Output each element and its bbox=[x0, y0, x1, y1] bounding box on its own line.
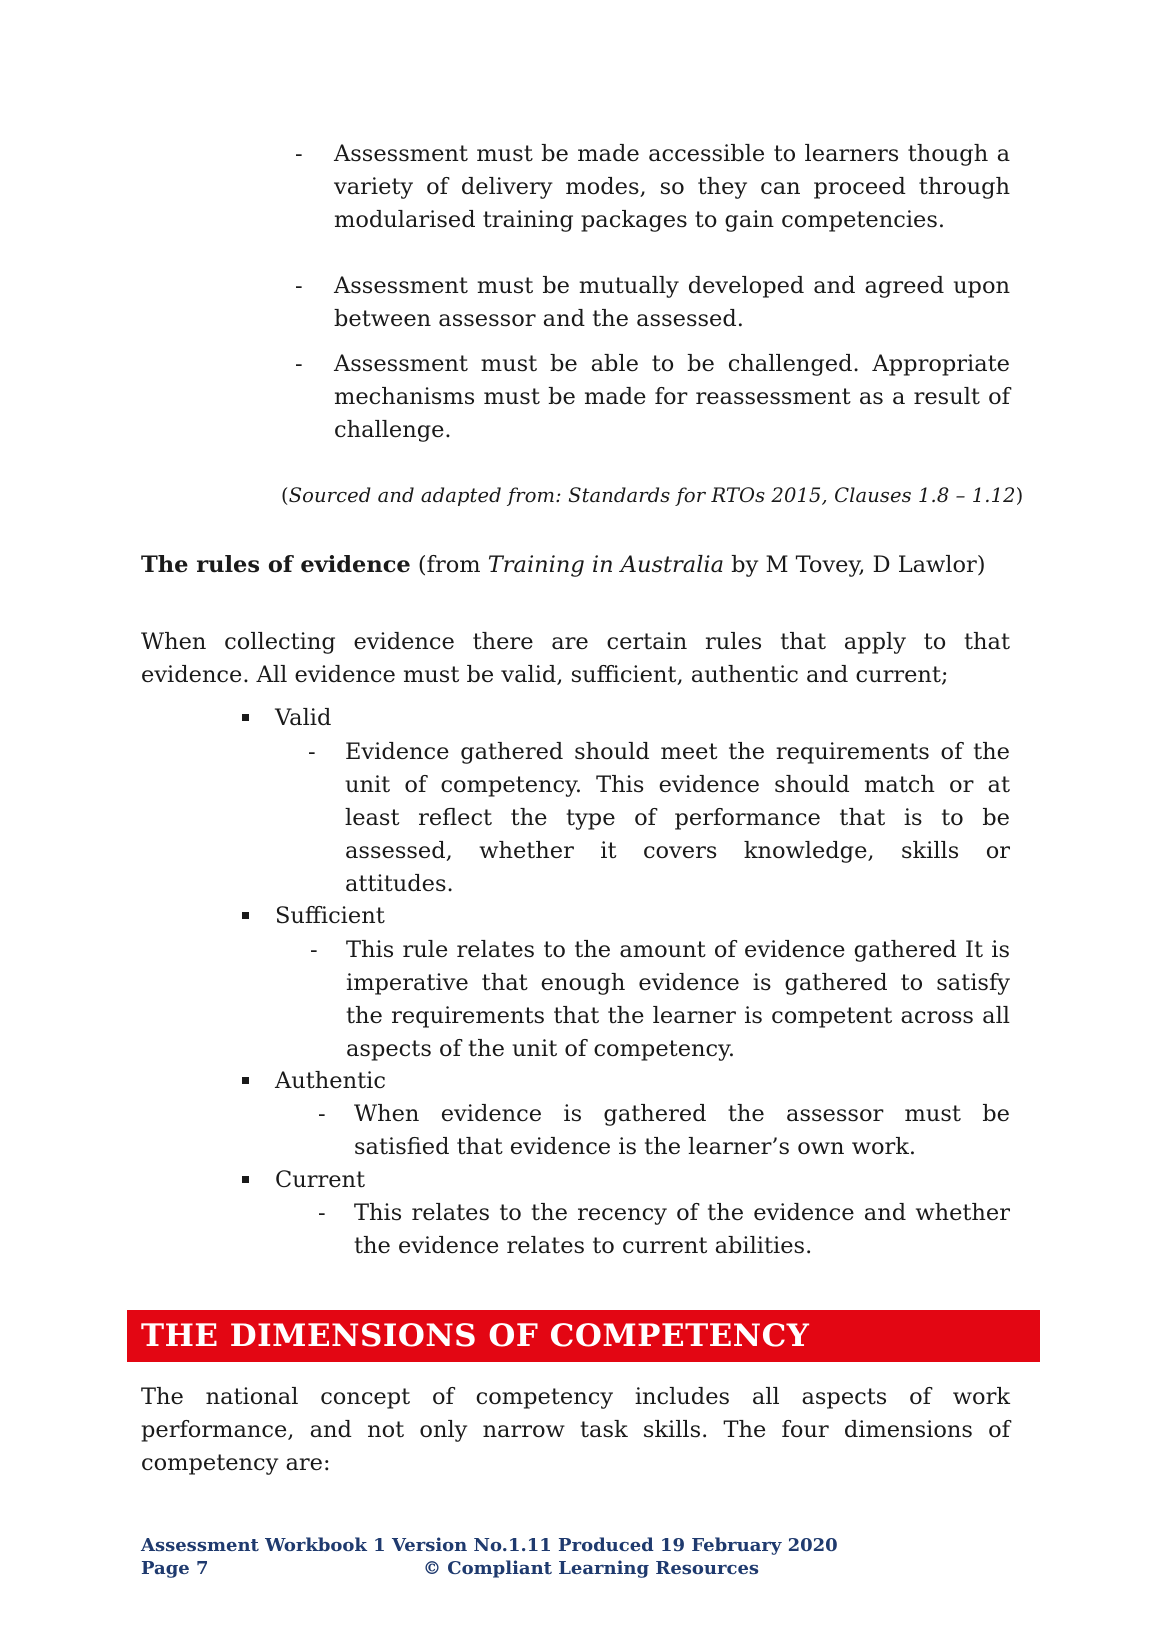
section-title: THE DIMENSIONS OF COMPETENCY bbox=[141, 1318, 810, 1354]
section-heading-bar bbox=[127, 1310, 1040, 1362]
footer-page-number: Page 7 bbox=[141, 1558, 209, 1579]
rules-heading-pre: (from bbox=[410, 552, 488, 578]
dash-marker: - bbox=[295, 141, 303, 167]
rule-desc-valid: Evidence gathered should meet the requirements of the unit of competency. This evidence should match or at least reflect the type of performance that is to be assessed, whether it covers knowledge, skills or attitudes. bbox=[345, 739, 1010, 897]
rules-intro: When collecting evidence there are certain rules that apply to that evidence. All evidence must be valid, sufficient, authentic and current; bbox=[141, 629, 1010, 688]
list-item-text: Assessment must be made accessible to learners though a variety of delivery modes, so they can proceed through modularised training packages to gain competencies. bbox=[334, 141, 1010, 233]
section-body: The national concept of competency includes all aspects of work performance, and not only narrow task skills. The four dimensions of competency are: bbox=[141, 1384, 1010, 1476]
dash-marker: - bbox=[310, 937, 318, 963]
list-item-text: Assessment must be able to be challenged. Appropriate mechanisms must be made for reassessment as a result of challenge. bbox=[334, 351, 1010, 443]
dash-marker: - bbox=[295, 351, 303, 377]
rule-label-current: Current bbox=[275, 1167, 366, 1193]
rule-label-sufficient: Sufficient bbox=[275, 903, 385, 929]
rule-desc-authentic: When evidence is gathered the assessor must be satisfied that evidence is the learner’s own work. bbox=[354, 1101, 1010, 1160]
square-bullet-icon bbox=[242, 714, 249, 721]
rule-label-authentic: Authentic bbox=[275, 1068, 386, 1094]
footer-copyright: © Compliant Learning Resources bbox=[423, 1558, 760, 1579]
dash-marker: - bbox=[318, 1101, 326, 1127]
rule-label-valid: Valid bbox=[275, 705, 332, 731]
source-close-paren: ) bbox=[1015, 484, 1024, 507]
dash-marker: - bbox=[318, 1200, 326, 1226]
square-bullet-icon bbox=[242, 1176, 249, 1183]
rule-desc-sufficient: This rule relates to the amount of evidence gathered It is imperative that enough evidence is gathered to satisfy the requirements that the learner is competent across all aspects of the unit of competency. bbox=[346, 937, 1010, 1062]
rules-heading-post: by M Tovey, D Lawlor) bbox=[724, 552, 986, 578]
square-bullet-icon bbox=[242, 1077, 249, 1084]
square-bullet-icon bbox=[242, 912, 249, 919]
list-item-text: Assessment must be mutually developed and agreed upon between assessor and the assessed. bbox=[334, 273, 1010, 332]
rules-heading-italic: Training in Australia bbox=[487, 552, 725, 578]
dash-marker: - bbox=[295, 273, 303, 299]
rules-heading bbox=[141, 549, 1010, 582]
rule-desc-current: This relates to the recency of the evidence and whether the evidence relates to current abilities. bbox=[354, 1200, 1010, 1259]
source-open-paren: ( bbox=[281, 484, 289, 507]
rules-heading-bold: The rules of evidence bbox=[141, 552, 411, 578]
dash-marker: - bbox=[308, 739, 316, 765]
footer-line1: Assessment Workbook 1 Version No.1.11 Produced 19 February 2020 bbox=[141, 1535, 838, 1556]
source-text: Sourced and adapted from: Standards for RTOs 2015, Clauses 1.8 – 1.12 bbox=[288, 484, 1016, 507]
source-citation bbox=[281, 484, 1023, 507]
